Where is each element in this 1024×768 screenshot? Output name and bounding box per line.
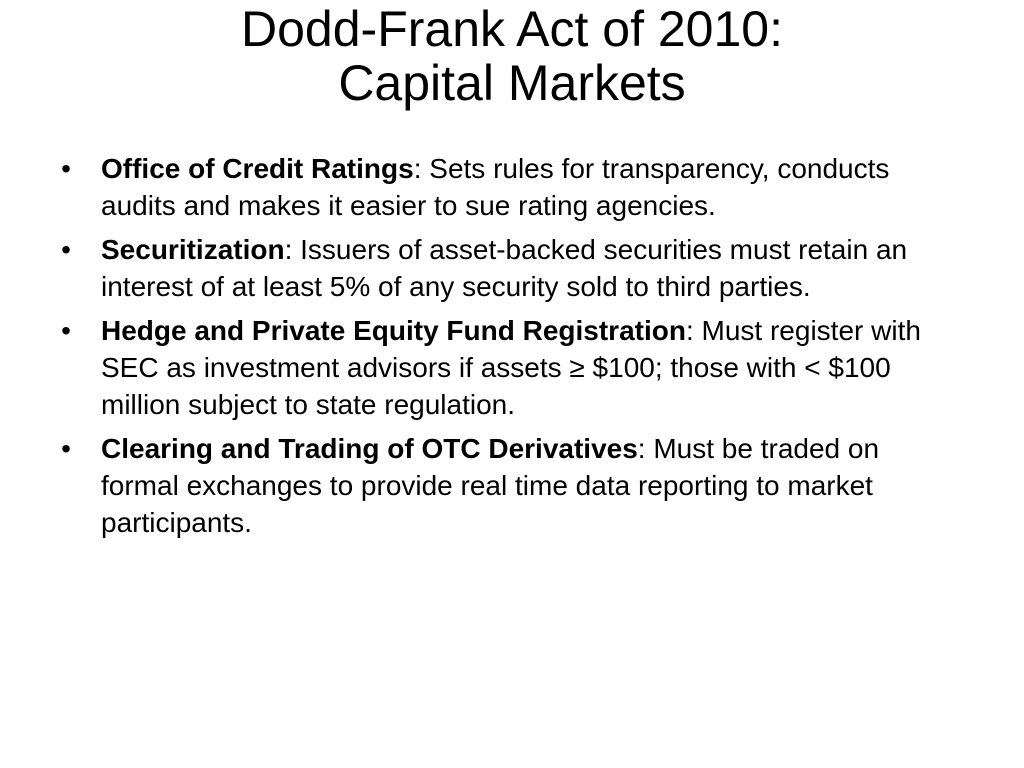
- bullet-item-credit-ratings: [56, 150, 956, 224]
- bullet-icon: •: [61, 433, 71, 464]
- bullet-text: : Must be traded on formal exchanges to provide real time data reporting to market participants.: [101, 433, 880, 538]
- bullet-icon: •: [61, 315, 71, 346]
- bullet-text: : Sets rules for transparency, conducts audits and makes it easier to sue rating agencies.: [101, 153, 890, 221]
- slide-title-line-1: Dodd-Frank Act of 2010:: [241, 1, 783, 57]
- bullet-text: : Issuers of asset-backed securities must retain an interest of at least 5% of any security sold to third parties.: [101, 234, 908, 302]
- bullet-term: Hedge and Private Equity Fund Registration: [101, 315, 686, 346]
- bullet-icon: •: [61, 234, 71, 265]
- slide-title: [0, 2, 1024, 110]
- bullet-term: Clearing and Trading of OTC Derivatives: [101, 433, 638, 464]
- bullet-item-fund-registration: [56, 312, 956, 423]
- bullet-list: [56, 150, 956, 548]
- bullet-term: Office of Credit Ratings: [101, 153, 414, 184]
- slide-title-line-2: Capital Markets: [338, 55, 686, 111]
- bullet-icon: •: [61, 153, 71, 184]
- bullet-item-otc-derivatives: [56, 430, 956, 541]
- bullet-text: : Must register with SEC as investment advisors if assets ≥ $100; those with < $100 million subject to state regulation.: [101, 315, 921, 420]
- bullet-term: Securitization: [101, 234, 285, 265]
- bullet-item-securitization: [56, 231, 956, 305]
